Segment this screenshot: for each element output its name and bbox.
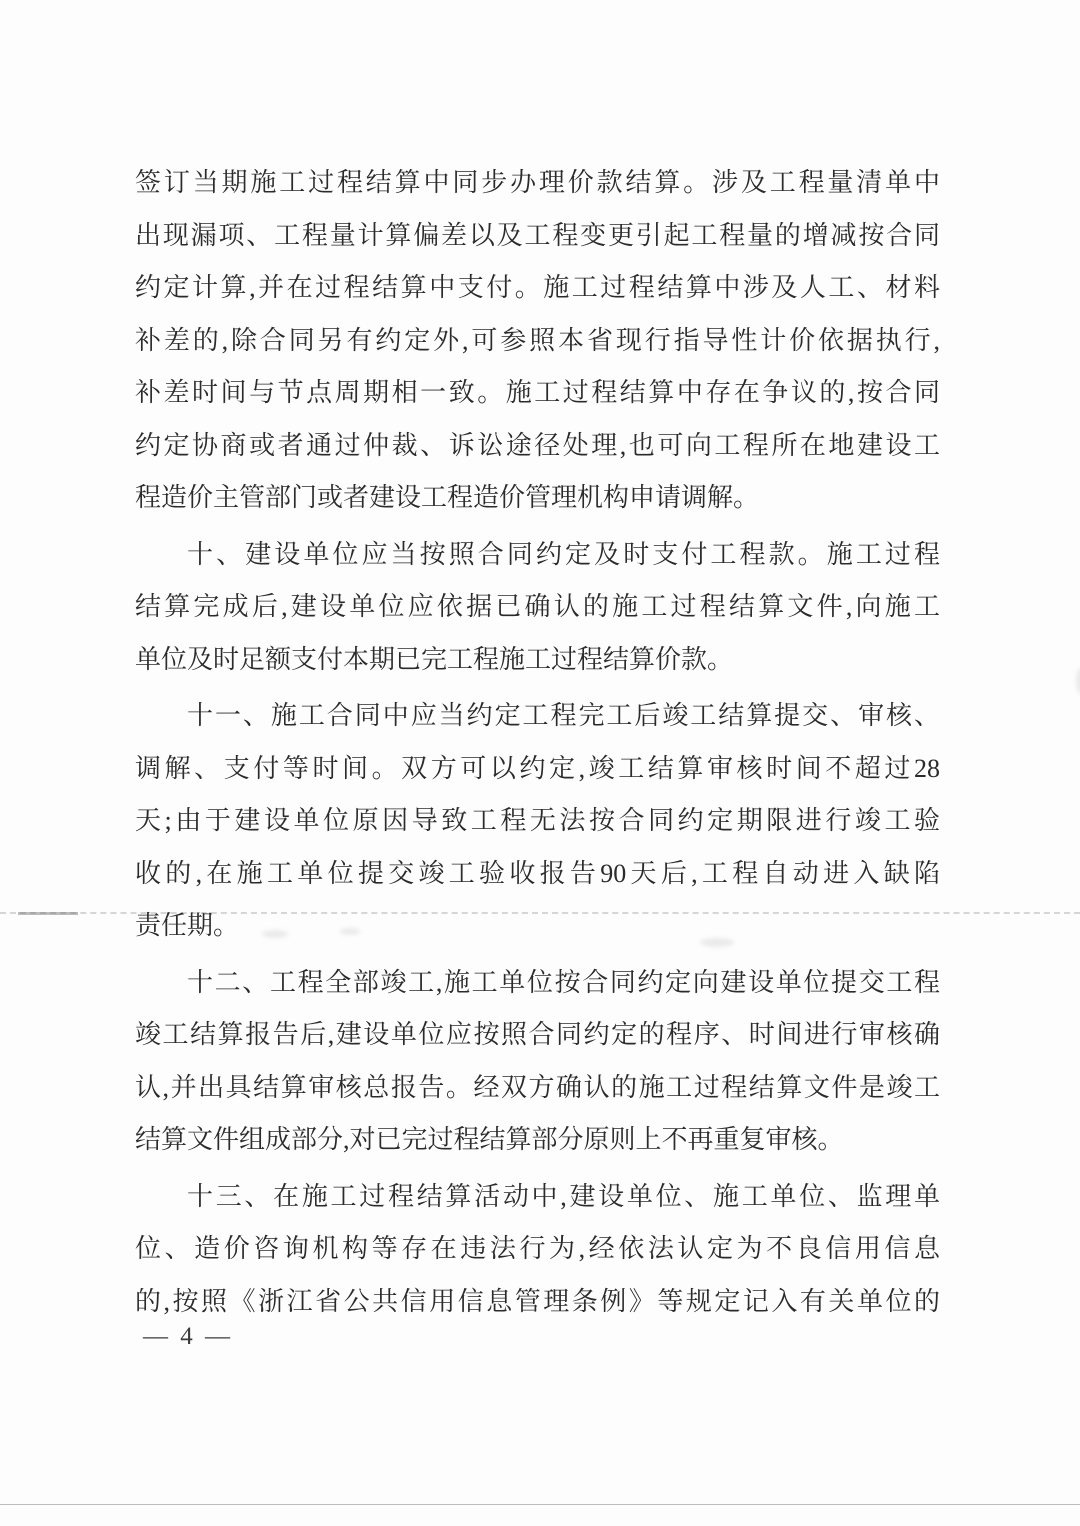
paragraph xyxy=(135,1171,940,1329)
text-line: 补差的,除合同另有约定外,可参照本省现行指导性计价依据执行, xyxy=(135,325,940,355)
document-body xyxy=(135,157,940,1328)
paragraph xyxy=(135,690,940,953)
text-line: 十、建设单位应当按照合同约定及时支付工程款。施工过程 xyxy=(187,539,940,569)
text-line: 责任期。 xyxy=(135,911,240,940)
text-line: 收的,在施工单位提交竣工验收报告90天后,工程自动进入缺陷 xyxy=(135,858,940,888)
text-line: 十一、施工合同中应当约定工程完工后竣工结算提交、审核、 xyxy=(187,701,940,730)
text-line: 补差时间与节点周期相一致。施工过程结算中存在争议的,按合同 xyxy=(135,378,940,407)
text-line: 出现漏项、工程量计算偏差以及工程变更引起工程量的增减按合同 xyxy=(135,220,940,250)
text-line: 的,按照《浙江省公共信用信息管理条例》等规定记入有关单位的 xyxy=(135,1286,940,1316)
text-line: 程造价主管部门或者建设工程造价管理机构申请调解。 xyxy=(135,483,760,512)
paragraph xyxy=(135,957,940,1167)
text-line: 调解、支付等时间。双方可以约定,竣工结算审核时间不超过28 xyxy=(135,753,940,783)
text-line: 位、造价咨询机构等存在违法行为,经依法认定为不良信用信息 xyxy=(135,1234,940,1263)
text-line: 十三、在施工过程结算活动中,建设单位、施工单位、监理单 xyxy=(187,1181,940,1211)
text-line: 结算文件组成部分,对已完过程结算部分原则上不再重复审核。 xyxy=(135,1125,844,1154)
scan-speck xyxy=(1076,668,1080,694)
page-number: — 4 — xyxy=(143,1323,233,1350)
paragraph xyxy=(135,529,940,687)
text-line: 约定计算,并在过程结算中支付。施工过程结算中涉及人工、材料 xyxy=(135,273,940,302)
text-line: 结算完成后,建设单位应依据已确认的施工过程结算文件,向施工 xyxy=(135,592,940,621)
text-line: 天;由于建设单位原因导致工程无法按合同约定期限进行竣工验 xyxy=(135,806,940,835)
text-line: 单位及时足额支付本期已完工程施工过程结算价款。 xyxy=(135,644,734,674)
text-line: 十二、工程全部竣工,施工单位按合同约定向建设单位提交工程 xyxy=(187,967,940,997)
text-line: 约定协商或者通过仲裁、诉讼途径处理,也可向工程所在地建设工 xyxy=(135,430,940,460)
paragraph xyxy=(135,157,940,525)
text-line: 认,并出具结算审核总报告。经双方确认的施工过程结算文件是竣工 xyxy=(135,1072,940,1102)
scan-edge-line xyxy=(0,1504,1080,1505)
text-line: 竣工结算报告后,建设单位应按照合同约定的程序、时间进行审核确 xyxy=(135,1020,940,1049)
text-line: 签订当期施工过程结算中同步办理价款结算。涉及工程量清单中 xyxy=(135,168,940,197)
